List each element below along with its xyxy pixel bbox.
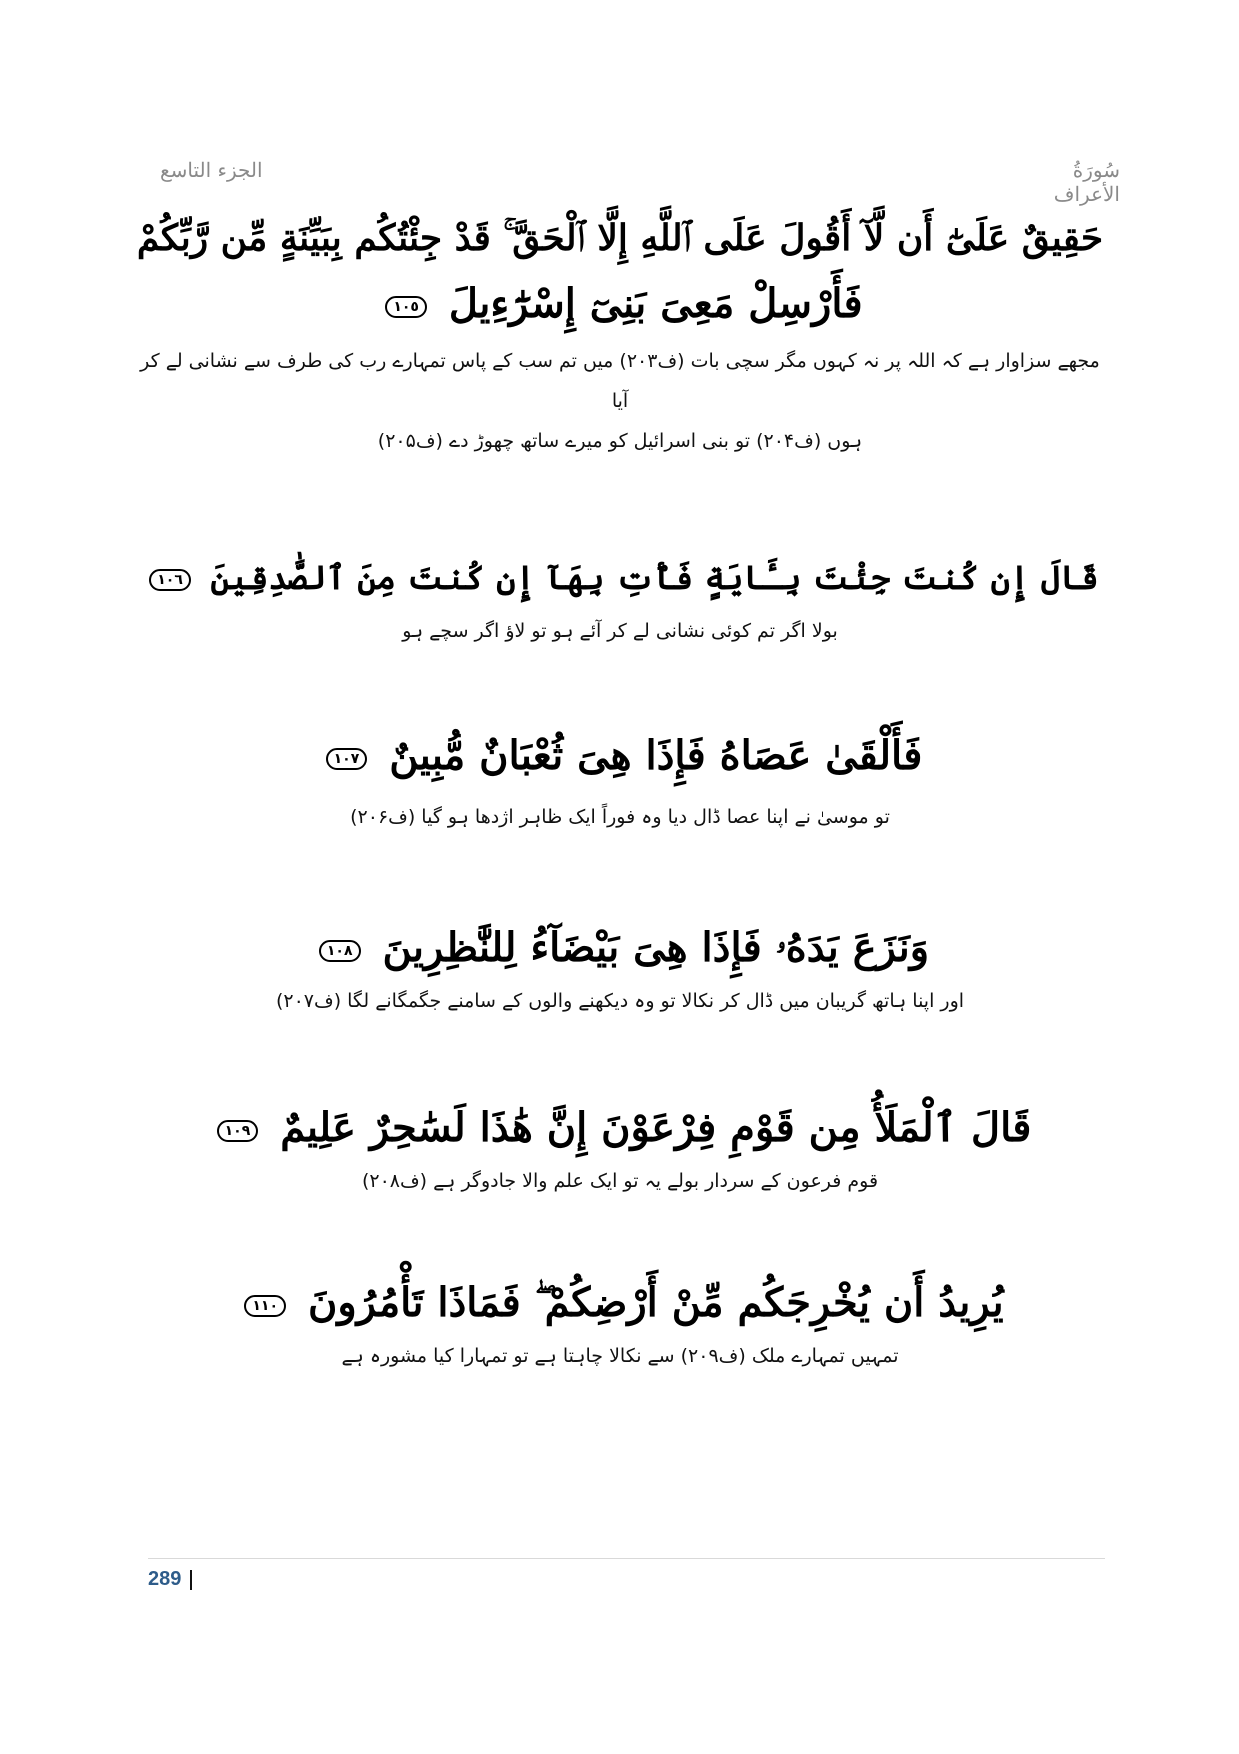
arabic-verse-line <box>130 915 1110 981</box>
arabic-verse-line <box>130 271 1110 337</box>
verse-block-110 <box>130 1270 1110 1376</box>
urdu-translation-line: مجھے سزاوار ہے کہ اللہ پر نہ کہوں مگر سچی بات (ف۲۰۳) میں تم سب کے پاس تمہارے رب کی طرف سے نشانی لے کر آیا <box>140 350 1100 412</box>
verse-block-108 <box>130 915 1110 1021</box>
urdu-translation-line: تمہیں تمہارے ملک (ف۲۰۹) سے نکالا چاہتا ہے تو تمہارا کیا مشورہ ہے <box>341 1345 899 1367</box>
urdu-translation-line: ہوں (ف۲۰۴) تو بنی اسرائیل کو میرے ساتھ چھوڑ دے (ف۲۰۵) <box>377 430 863 452</box>
urdu-translation-line: اور اپنا ہاتھ گریبان میں ڈال کر نکالا تو وہ دیکھنے والوں کے سامنے جگمگانے لگا (ف۲۰۷) <box>275 990 965 1012</box>
footer-divider <box>148 1558 1105 1559</box>
arabic-verse-text: قَالَ ٱلْمَلَأُ مِن قَوْمِ فِرْعَوْنَ إِنَّ هَٰذَا لَسَٰحِرٌ عَلِيمٌ <box>280 1104 1032 1151</box>
verse-block-106 <box>130 545 1110 651</box>
arabic-verse-line <box>130 723 1110 789</box>
page-number: 289 <box>148 1568 182 1590</box>
verse-block-107 <box>130 723 1110 837</box>
verse-block-105 <box>130 205 1110 461</box>
arabic-verse-line <box>130 545 1110 611</box>
arabic-verse-text: فَأَرْسِلْ مَعِىَ بَنِىٓ إِسْرَٰٓءِيلَ <box>448 280 863 327</box>
ayah-number-marker: ١١٠ <box>244 1295 286 1317</box>
urdu-translation-line: تو موسیٰ نے اپنا عصا ڈال دیا وہ فوراً ایک ظاہر اژدھا ہو گیا (ف۲۰۶) <box>350 806 890 828</box>
arabic-verse-text: فَأَلْقَىٰ عَصَاهُ فَإِذَا هِىَ ثُعْبَانٌ مُّبِينٌ <box>389 732 923 779</box>
ayah-number-marker: ١٠٧ <box>326 748 368 770</box>
arabic-verse-line: حَقِيقٌ عَلَىٰٓ أَن لَّآ أَقُولَ عَلَى ٱللَّهِ إِلَّا ٱلْحَقَّ ۚ قَدْ جِئْتُكُم بِبَيِّنَةٍ مِّن رَّبِّكُمْ <box>136 217 1104 259</box>
ayah-number-marker: ١٠٩ <box>217 1120 259 1142</box>
urdu-translation-line: قوم فرعون کے سردار بولے یہ تو ایک علم والا جادوگر ہے (ف۲۰۸) <box>361 1170 879 1192</box>
surah-name-header: سُورَةُ الأعراف <box>1053 158 1120 206</box>
arabic-verse-text: قَالَ إِن كُنتَ جِئْتَ بِـَٔايَةٍ فَأْتِ بِهَآ إِن كُنتَ مِنَ ٱلصَّٰدِقِينَ <box>210 558 1099 597</box>
ayah-number-marker: ١٠٨ <box>319 940 361 962</box>
ayah-number-marker: ١٠٦ <box>149 569 191 591</box>
arabic-verse-text: وَنَزَعَ يَدَهُۥ فَإِذَا هِىَ بَيْضَآءُ لِلنَّٰظِرِينَ <box>382 924 930 971</box>
urdu-translation-line: بولا اگر تم کوئی نشانی لے کر آئے ہو تو لاؤ اگر سچے ہو <box>402 620 838 642</box>
juz-name-header: الجزء التاسع <box>160 158 263 182</box>
ayah-number-marker: ١٠٥ <box>385 296 427 318</box>
verse-block-109 <box>130 1095 1110 1201</box>
arabic-verse-text: يُرِيدُ أَن يُخْرِجَكُم مِّنْ أَرْضِكُمْ ۖ فَمَاذَا تَأْمُرُونَ <box>307 1279 1004 1326</box>
arabic-verse-line <box>130 1095 1110 1161</box>
page-number-separator <box>190 1570 192 1590</box>
arabic-verse-line <box>130 1270 1110 1336</box>
